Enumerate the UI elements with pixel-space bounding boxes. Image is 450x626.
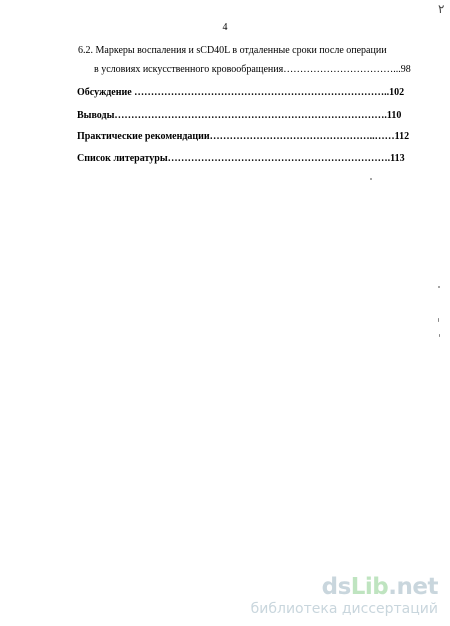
toc-entry-6-2-line2: в условиях искусственного кровообращения……………………………...98 [94, 64, 411, 75]
page-number: 4 [222, 22, 228, 33]
corner-mark: ٢ [438, 2, 445, 16]
watermark-logo [251, 574, 438, 618]
scan-speck [370, 178, 372, 180]
watermark-subtitle: библиотека диссертаций [250, 601, 438, 617]
watermark-net: .net [388, 574, 438, 600]
toc-entry-6-2-line1: 6.2. Маркеры воспаления и sCD40L в отдаленные сроки после операции [78, 45, 387, 56]
scan-speck [438, 318, 439, 322]
toc-entry-conclusions: Выводы……………………………………………………………………….110 [77, 110, 402, 121]
scan-speck [439, 334, 440, 337]
watermark-ds: ds [321, 574, 351, 600]
toc-entry-recommendations: Практические рекомендации…………………………………………..……112 [77, 131, 410, 142]
toc-entry-discussion: Обсуждение …………………………………………………………………..102 [77, 87, 405, 98]
scan-speck [438, 286, 440, 288]
toc-entry-references: Список литературы………………………………………………………….113 [77, 153, 405, 164]
watermark-lib: Lib [350, 574, 389, 600]
watermark-title [251, 574, 438, 600]
